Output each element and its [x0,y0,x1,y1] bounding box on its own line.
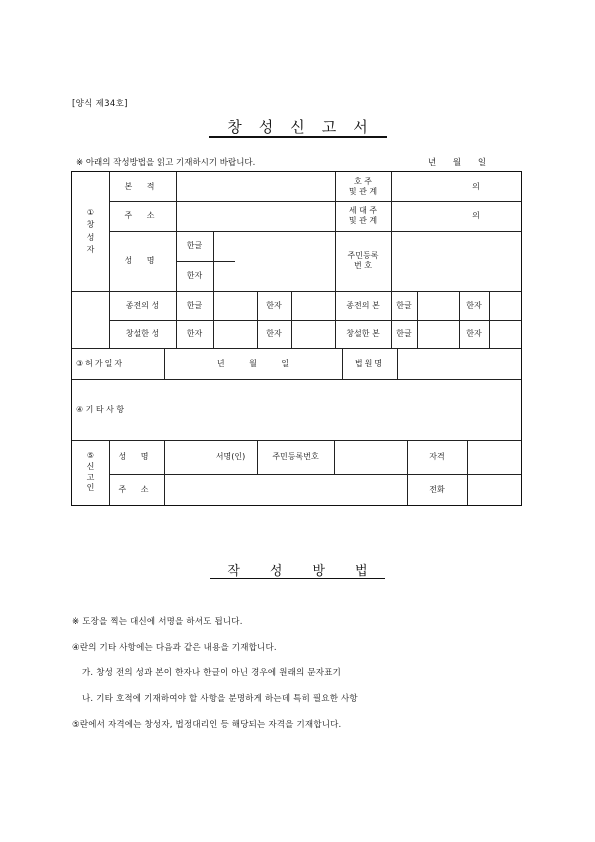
section1-label: ① 창 성 자 [86,207,95,254]
phone-field[interactable] [467,474,521,505]
instruction-line-5: ⑤란에서 자격에는 창성자, 법정대리인 등 해당되는 자격을 기재합니다. [72,720,342,730]
prior-surname-label: 종전의 성 [125,300,160,310]
sedaeju-relation-label: 세 대 주 및 관 계 [348,206,378,225]
new-origin-hangeul-label: 한글 [396,329,412,338]
juso-label: 주 소 [124,211,161,220]
prior-origin-label: 종전의 본 [346,300,380,310]
prior-surname-hanja-field[interactable] [291,291,335,320]
phone-label: 전화 [429,484,445,494]
instructions-title-underline [210,578,385,579]
rrn-field[interactable] [391,231,521,291]
form-title: 창성신고서 [227,118,385,136]
rrn-label: 주민등록 번 호 [347,251,379,270]
instructions-title: 작성방법 [227,564,398,579]
bonjeok-label: 본 적 [124,181,161,191]
qualification-field[interactable] [467,440,521,474]
bonjeok-field[interactable] [176,172,335,201]
name-label: 성 명 [124,256,161,265]
name-hanja-label: 한자 [186,271,203,280]
new-surname-field-2[interactable] [291,320,335,348]
other-matters-field[interactable] [164,379,521,440]
other-matters-label: ④기타사항 [76,404,127,414]
hoju-relation-field[interactable]: 의 [472,181,480,191]
reporter-address-label: 주 소 [118,484,155,494]
permit-date-label: ③허가일자 [76,358,125,368]
instruction-line-4: 나. 기타 호적에 기재하여야 할 사항을 분명하게 하는데 특히 필요한 사항 [82,694,358,704]
form-date-label: 년 월 일 [428,158,487,168]
name-hangeul-field[interactable] [213,231,335,261]
reporter-signature-field[interactable]: 서명(인) [215,452,246,461]
report-table [71,171,522,506]
form-number: [양식 제34호] [72,99,128,109]
form-notice: ※ 아래의 작성방법을 읽고 기재하시기 바랍니다. [76,158,256,168]
hoju-relation-label: 호 주 및 관 계 [348,176,378,196]
reporter-rrn-label: 주민등록번호 [272,452,319,461]
new-origin-hanja-field[interactable] [489,320,521,348]
reporter-name-label: 성 명 [118,452,155,461]
instruction-line-3: 가. 창성 전의 성과 본이 한자나 한글이 아닌 경우에 원래의 문자표기 [82,668,342,678]
juso-field[interactable] [176,201,335,231]
section5-label: ⑤ 신 고 인 [86,450,95,493]
permit-date-field[interactable]: 년 월 일 [216,358,290,368]
reporter-address-field[interactable] [164,474,407,505]
prior-surname-hanja-label: 한자 [266,300,282,310]
prior-surname-hangeul-label: 한글 [186,300,203,310]
new-surname-hanja-label-1: 한자 [186,329,203,338]
prior-origin-hangeul-label: 한글 [396,300,412,310]
name-hanja-field[interactable] [213,261,335,291]
new-origin-hangeul-field[interactable] [417,320,459,348]
prior-surname-hangeul-field[interactable] [213,291,257,320]
name-hangeul-label: 한글 [186,241,203,250]
prior-origin-hanja-field[interactable] [489,291,521,320]
instruction-line-2: ④란의 기타 사항에는 다음과 같은 내용을 기재합니다. [72,643,277,653]
new-surname-field-1[interactable] [213,320,257,348]
qualification-label: 자격 [429,452,445,461]
new-origin-label: 창설한 본 [346,329,380,338]
prior-origin-hangeul-field[interactable] [417,291,459,320]
title-underline [209,136,387,138]
court-name-label: 법원명 [354,358,385,368]
new-surname-hanja-label-2: 한자 [266,329,282,338]
reporter-rrn-field[interactable] [334,440,407,474]
prior-origin-hanja-label: 한자 [466,300,482,310]
new-surname-label: 창설한 성 [125,329,160,338]
new-origin-hanja-label: 한자 [466,329,482,338]
sedaeju-relation-field[interactable]: 의 [472,211,480,220]
court-name-field[interactable] [397,348,521,379]
instruction-line-1: ※ 도장을 찍는 대신에 서명을 하셔도 됩니다. [72,617,243,627]
